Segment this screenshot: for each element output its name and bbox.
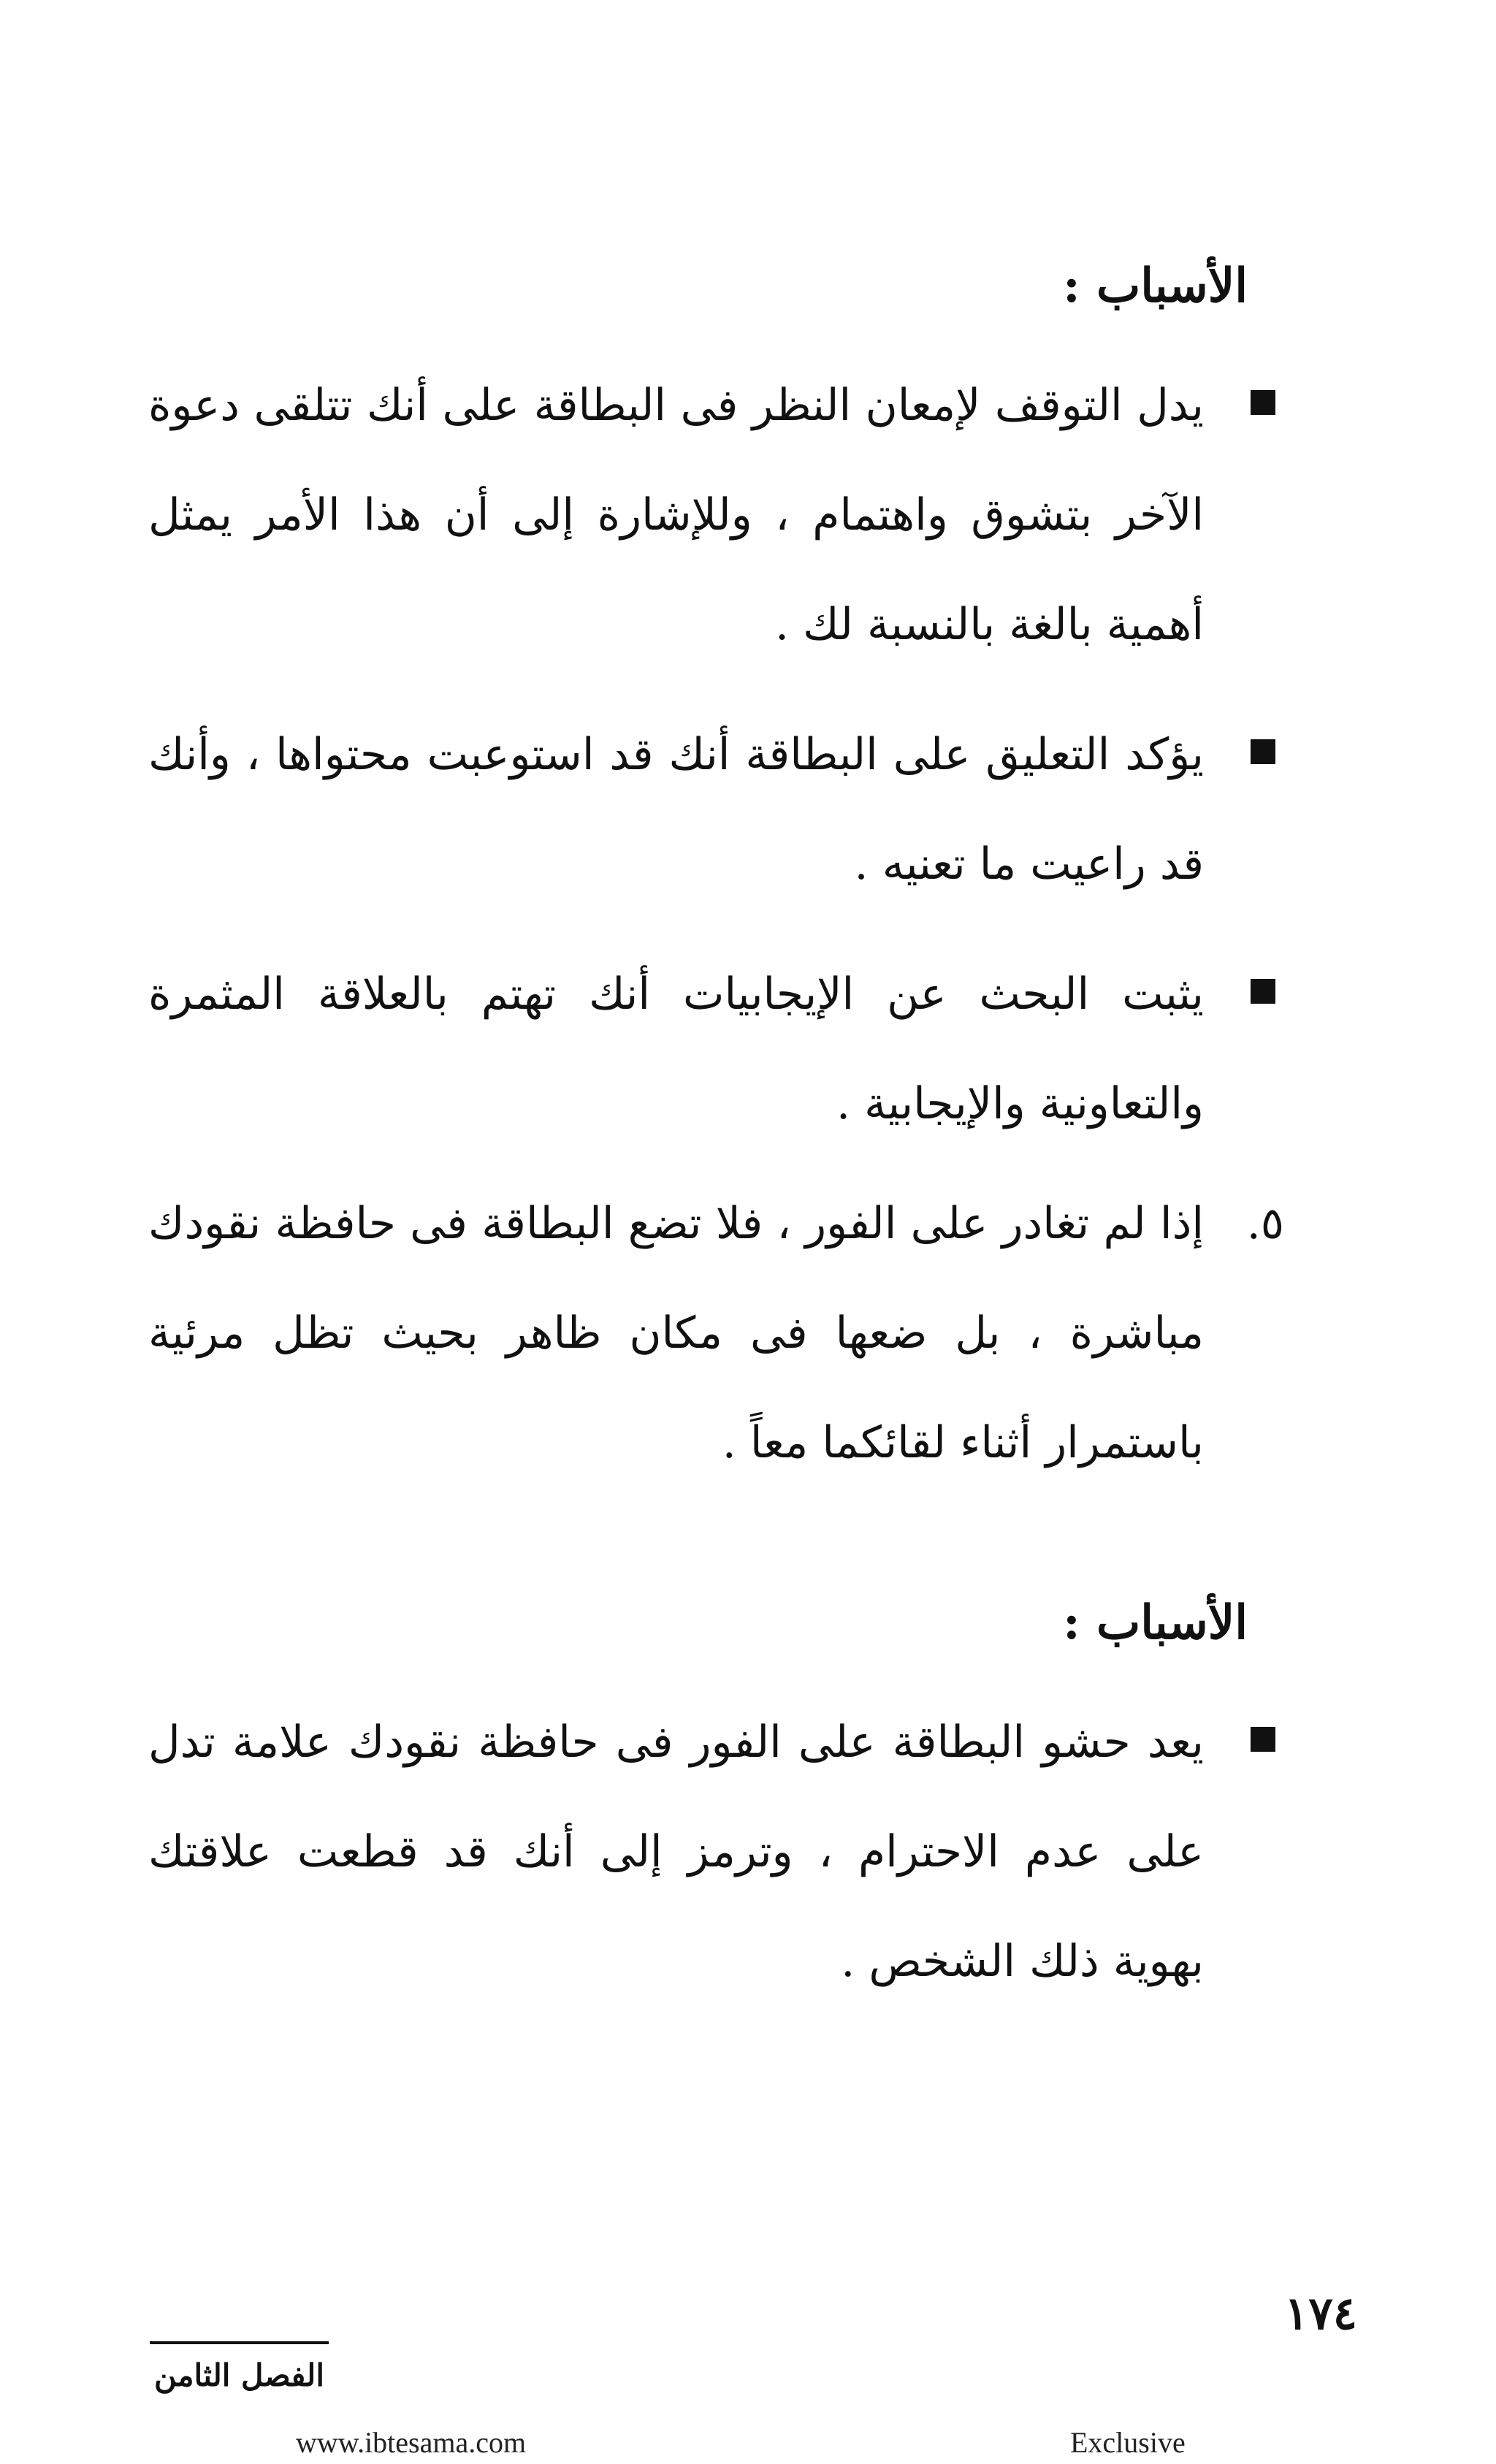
square-bullet-icon — [1251, 979, 1275, 1004]
square-bullet-icon — [1251, 1727, 1275, 1752]
section-heading-reasons-2: الأسباب : — [1063, 1595, 1248, 1650]
numbered-item-text: إذا لم تغادر على الفور ، فلا تضع البطاقة فى حافظة نقودك مباشرة ، بل ضعها فى مكان ظاهر بحيث تظل مرئية باستمرار أثناء لقائكما معاً . — [148, 1198, 1204, 1468]
page-number: ١٧٤ — [1284, 2286, 1357, 2340]
reasons-list-2 — [148, 1687, 1291, 2037]
list-item-text: يعد حشو البطاقة على الفور فى حافظة نقودك علامة تدل على عدم الاحترام ، وترمز إلى أنك قد قطعت علاقتك بهوية ذلك الشخص . — [148, 1717, 1205, 1987]
section-heading-reasons-1: الأسباب : — [1063, 259, 1248, 313]
reasons-list-1 — [148, 351, 1291, 1179]
numbered-item — [148, 1169, 1291, 1498]
watermark-url: www.ibtesama.com — [296, 2426, 527, 2459]
list-item — [148, 351, 1291, 679]
chapter-title: الفصل الثامن — [150, 2341, 329, 2398]
list-item-text: يدل التوقف لإمعان النظر فى البطاقة على أنك تتلقى دعوة الآخر بتشوق واهتمام ، وللإشارة إلى أن هذا الأمر يمثل أهمية بالغة بالنسبة لك . — [148, 380, 1204, 650]
list-item-text: يثبت البحث عن الإيجابيات أنك تهتم بالعلاقة المثمرة والتعاونية والإيجابية . — [148, 969, 1204, 1129]
list-item — [148, 1687, 1291, 2016]
list-item — [148, 700, 1291, 919]
square-bullet-icon — [1251, 739, 1275, 764]
square-bullet-icon — [1251, 390, 1275, 415]
numbered-point-5 — [148, 1169, 1291, 1518]
list-item-text: يؤكد التعليق على البطاقة أنك قد استوعبت محتواها ، وأنك قد راعيت ما تعنيه . — [148, 729, 1204, 890]
list-item — [148, 939, 1291, 1159]
watermark-label: Exclusive — [1070, 2426, 1186, 2459]
item-number: ٥. — [1246, 1198, 1284, 1249]
